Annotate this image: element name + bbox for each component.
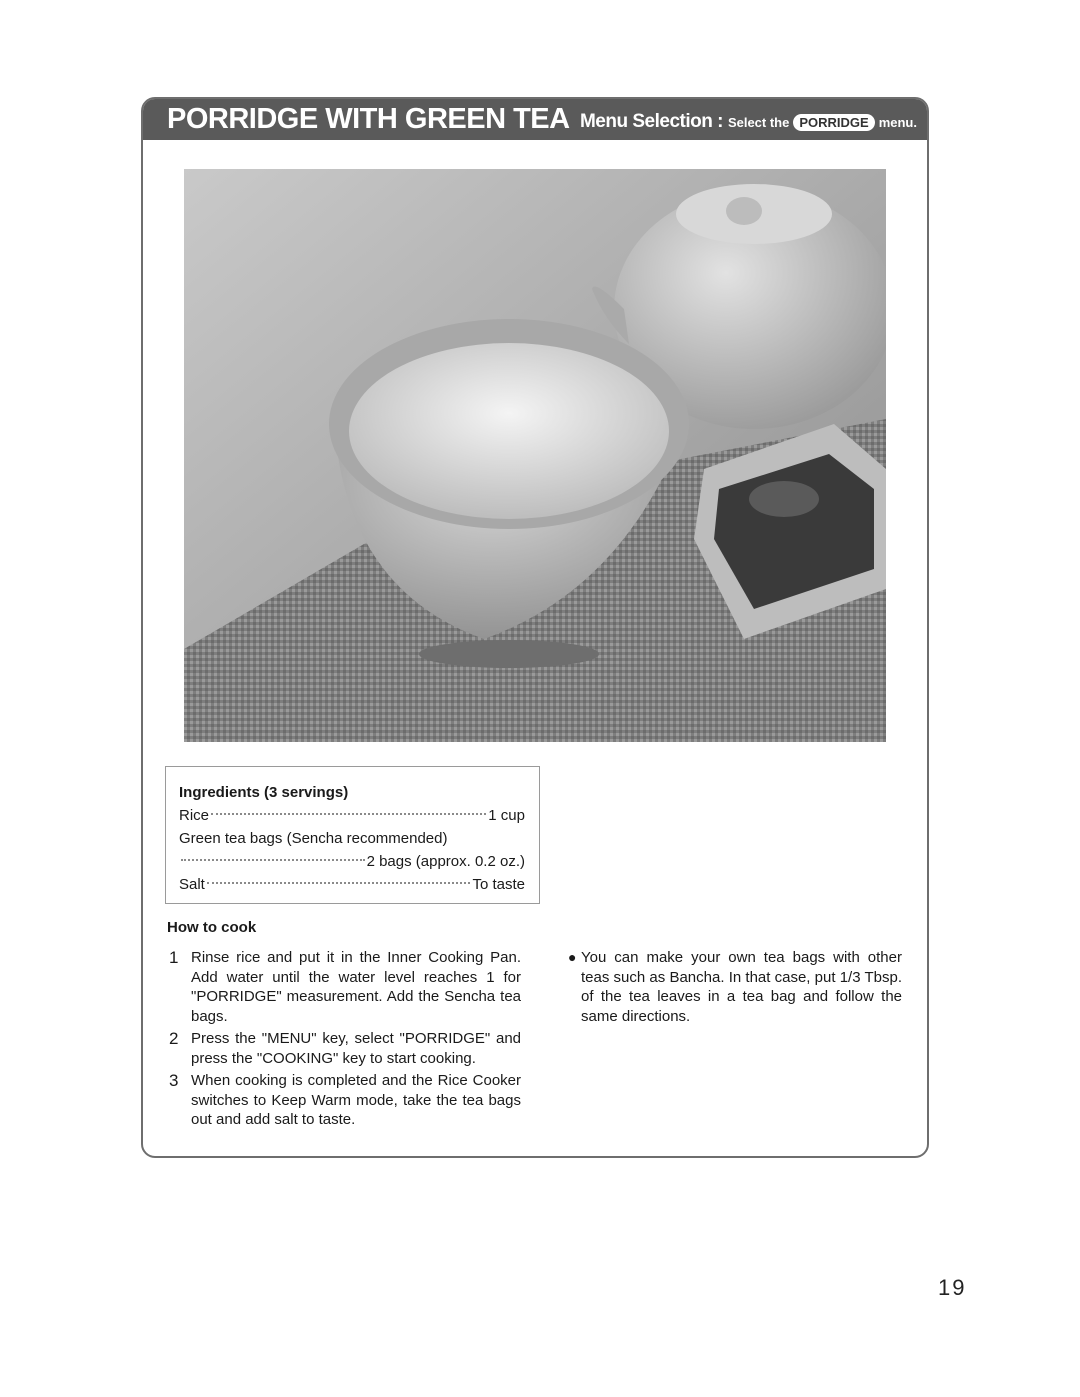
step-item [169,948,521,1026]
ingredient-row-salt [179,873,525,896]
ingredients-box [165,766,540,904]
ingredient-row-tea [179,850,525,873]
dot-leader [181,859,365,861]
select-the-text: Select the [727,114,790,130]
dot-leader [207,882,471,884]
ingredient-amount: To taste [472,876,525,893]
ingredient-amount: 1 cup [488,807,525,824]
tip-note [568,948,902,1026]
recipe-title: PORRIDGE WITH GREEN TEA [167,103,570,135]
menu-selection [580,111,917,133]
ingredient-name: Salt [179,876,205,893]
step-number: 3 [169,1071,179,1090]
recipe-header [143,99,927,140]
ingredient-amount: 2 bags (approx. 0.2 oz.) [366,853,525,870]
step-text: When cooking is completed and the Rice Cooker switches to Keep Warm mode, take the tea bags out and add salt to taste. [191,1072,521,1128]
bullet-icon: ● [568,949,577,965]
step-item [169,1071,521,1130]
step-text: Rinse rice and put it in the Inner Cooking Pan. Add water until the water level reaches 1 for "PORRIDGE" measurement. Add the Sencha tea bags. [191,949,521,1025]
how-to-cook-heading: How to cook [167,919,257,936]
dot-leader [211,813,486,815]
step-number: 2 [169,1029,179,1048]
step-text: Press the "MENU" key, select "PORRIDGE" and press the "COOKING" key to start cooking. [191,1030,521,1067]
step-number: 1 [169,948,179,967]
ingredient-name-tea: Green tea bags (Sencha recommended) [179,830,448,847]
recipe-card [141,97,929,1158]
ingredient-row-rice [179,804,525,827]
step-item [169,1029,521,1068]
porridge-menu-badge: PORRIDGE [793,114,874,131]
menu-selection-label: Menu Selection : [579,111,723,132]
menu-suffix-text: menu. [878,114,917,130]
steps-list [169,948,521,1133]
ingredients-title: Ingredients (3 servings) [179,784,349,801]
porridge-photo [184,169,886,742]
ingredient-name: Rice [179,807,210,824]
page-number: 19 [938,1275,967,1300]
tip-text: You can make your own tea bags with other teas such as Bancha. In that case, put 1/3 Tbsp. of the tea leaves in a tea bag and follow the same directions. [581,949,902,1025]
